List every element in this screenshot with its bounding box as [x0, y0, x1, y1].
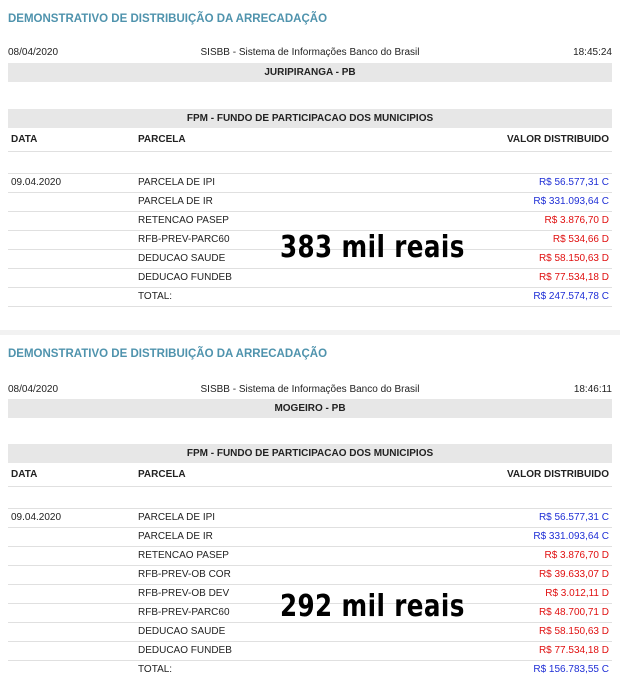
- table-row: [8, 268, 612, 287]
- municipality-name: MOGEIRO - PB: [8, 399, 612, 418]
- table-bottom-divider: [8, 306, 612, 307]
- report-time: 18:46:11: [573, 384, 612, 395]
- table-row: [8, 546, 612, 565]
- column-header-data: DATA: [11, 469, 38, 480]
- table-row: [8, 527, 612, 546]
- row-parcela: TOTAL:: [138, 291, 173, 302]
- row-valor: R$ 247.574,78 C: [533, 291, 609, 302]
- row-date: 09.04.2020: [11, 177, 62, 188]
- row-parcela: RFB-PREV-PARC60: [138, 607, 230, 618]
- report-meta-line: [8, 47, 612, 60]
- column-header-parcela: PARCELA: [138, 134, 186, 145]
- system-name: SISBB - Sistema de Informações Banco do Brasil: [200, 384, 420, 395]
- row-valor: R$ 331.093,64 C: [533, 531, 609, 542]
- table-row: [8, 211, 612, 230]
- row-valor: R$ 48.700,71 D: [538, 607, 609, 618]
- row-valor: R$ 77.534,18 D: [538, 272, 609, 283]
- row-date: 09.04.2020: [11, 512, 62, 523]
- table-row-total: [8, 660, 612, 679]
- row-valor: R$ 56.577,31 C: [538, 512, 609, 523]
- municipality-name: JURIPIRANGA - PB: [8, 63, 612, 82]
- table-row: [8, 565, 612, 584]
- header-divider: [8, 151, 612, 152]
- row-parcela: RETENCAO PASEP: [138, 215, 229, 226]
- table-row: [8, 192, 612, 211]
- header-divider: [8, 486, 612, 487]
- row-valor: R$ 39.633,07 D: [538, 569, 609, 580]
- report-title: DEMONSTRATIVO DE DISTRIBUIÇÃO DA ARRECADAÇÃO: [8, 13, 328, 25]
- column-header-data: DATA: [11, 134, 38, 145]
- row-parcela: RFB-PREV-OB COR: [138, 569, 231, 580]
- table-row: [8, 173, 612, 192]
- row-valor: R$ 534,66 D: [552, 234, 609, 245]
- column-header-valor: VALOR DISTRIBUIDO: [506, 134, 609, 145]
- row-parcela: DEDUCAO SAUDE: [138, 626, 226, 637]
- row-valor: R$ 3.012,11 D: [545, 588, 609, 599]
- table-row: [8, 641, 612, 660]
- row-parcela: TOTAL:: [138, 664, 173, 675]
- report-meta-line: [8, 384, 612, 397]
- row-parcela: RFB-PREV-OB DEV: [138, 588, 230, 599]
- report-mogeiro: [0, 335, 620, 686]
- row-valor: R$ 331.093,64 C: [533, 196, 609, 207]
- row-valor: R$ 156.783,55 C: [533, 664, 609, 675]
- fund-title: FPM - FUNDO DE PARTICIPACAO DOS MUNICIPIOS: [8, 109, 612, 128]
- fund-title: FPM - FUNDO DE PARTICIPACAO DOS MUNICIPIOS: [8, 444, 612, 463]
- overlay-caption: 292 mil reais: [280, 589, 465, 624]
- table-header: [8, 469, 612, 491]
- row-parcela: PARCELA DE IR: [138, 196, 213, 207]
- overlay-caption: 383 mil reais: [280, 230, 465, 265]
- table-row: [8, 622, 612, 641]
- row-parcela: PARCELA DE IPI: [138, 512, 216, 523]
- row-valor: R$ 3.876,70 D: [544, 550, 609, 561]
- row-parcela: PARCELA DE IPI: [138, 177, 216, 188]
- report-time: 18:45:24: [573, 47, 612, 58]
- system-name: SISBB - Sistema de Informações Banco do Brasil: [200, 47, 420, 58]
- column-header-parcela: PARCELA: [138, 469, 186, 480]
- row-parcela: PARCELA DE IR: [138, 531, 213, 542]
- row-valor: R$ 3.876,70 D: [544, 215, 609, 226]
- row-parcela: DEDUCAO FUNDEB: [138, 272, 232, 283]
- row-parcela: DEDUCAO FUNDEB: [138, 645, 232, 656]
- table-row: [8, 508, 612, 527]
- row-parcela: RFB-PREV-PARC60: [138, 234, 230, 245]
- row-parcela: DEDUCAO SAUDE: [138, 253, 226, 264]
- table-row-total: [8, 287, 612, 306]
- row-parcela: RETENCAO PASEP: [138, 550, 229, 561]
- row-valor: R$ 58.150,63 D: [538, 626, 609, 637]
- table-header: [8, 134, 612, 156]
- report-date: 08/04/2020: [8, 47, 59, 58]
- report-title: DEMONSTRATIVO DE DISTRIBUIÇÃO DA ARRECADAÇÃO: [8, 348, 328, 360]
- row-valor: R$ 58.150,63 D: [538, 253, 609, 264]
- report-date: 08/04/2020: [8, 384, 59, 395]
- row-valor: R$ 77.534,18 D: [538, 645, 609, 656]
- row-valor: R$ 56.577,31 C: [538, 177, 609, 188]
- report-juripiranga: [0, 0, 620, 330]
- column-header-valor: VALOR DISTRIBUIDO: [506, 469, 609, 480]
